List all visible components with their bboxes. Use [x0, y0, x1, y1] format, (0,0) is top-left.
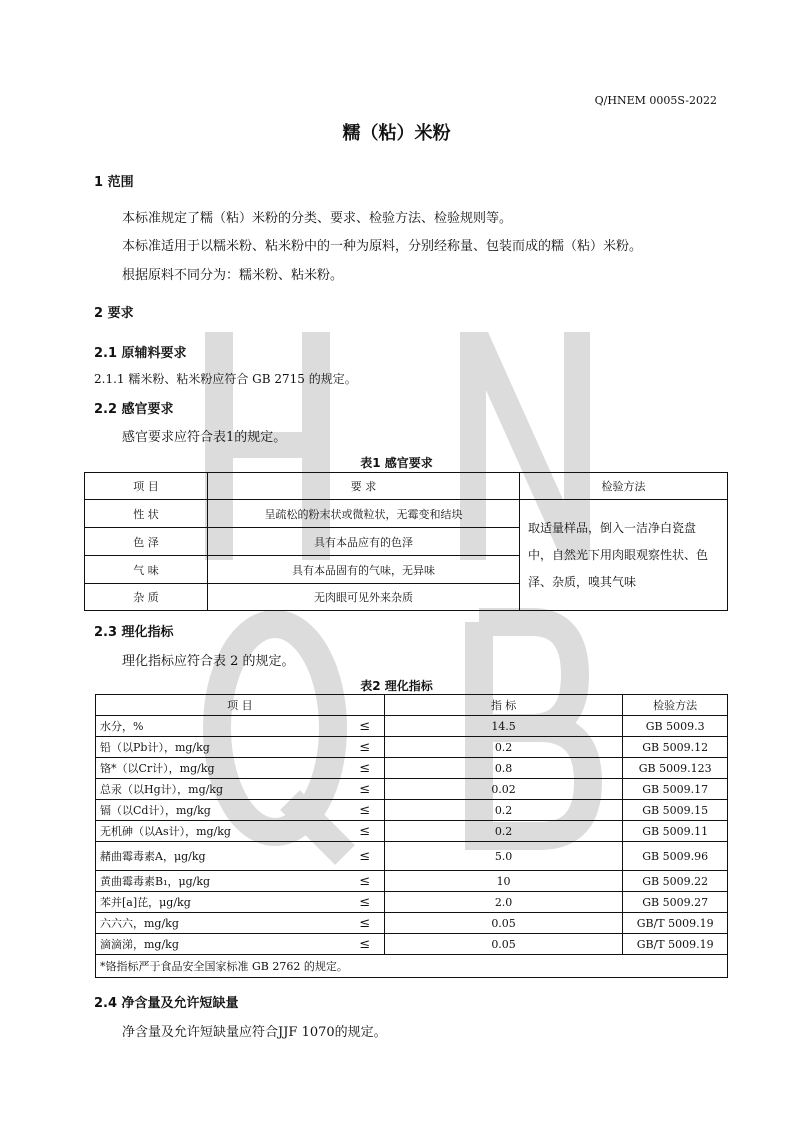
column-header: 检验方法 — [520, 473, 728, 500]
column-header: 检验方法 — [623, 695, 728, 716]
less-equal-sign: ≤ — [346, 913, 385, 934]
table-row: 水分，% ≤ 14.5 GB 5009.3 — [96, 716, 728, 737]
table-row: 黄曲霉毒素B₁，μg/kg ≤ 10 GB 5009.22 — [96, 871, 728, 892]
less-equal-sign: ≤ — [346, 800, 385, 821]
table-row: 镉（以Cd计），mg/kg ≤ 0.2 GB 5009.15 — [96, 800, 728, 821]
table-caption: 表1 感官要求 — [360, 456, 433, 470]
section-heading: 2 要求 — [94, 306, 134, 321]
paragraph: 2.1.1 糯米粉、粘米粉应符合 GB 2715 的规定。 — [94, 372, 357, 386]
section-heading: 2.1 原辅料要求 — [94, 346, 187, 361]
sensory-table — [84, 472, 728, 611]
section-heading: 1 范围 — [94, 175, 134, 190]
table-row: 总汞（以Hg计），mg/kg ≤ 0.02 GB 5009.17 — [96, 779, 728, 800]
less-equal-sign: ≤ — [346, 779, 385, 800]
section-heading: 2.3 理化指标 — [94, 625, 174, 640]
column-header: 项 目 — [85, 473, 208, 500]
paragraph: 本标准规定了糯（粘）米粉的分类、要求、检验方法、检验规则等。 — [122, 211, 513, 226]
paragraph: 净含量及允许短缺量应符合JJF 1070的规定。 — [122, 1025, 387, 1040]
less-equal-sign: ≤ — [346, 737, 385, 758]
physicochemical-table — [95, 694, 728, 978]
method-cell: 取适量样品，倒入一洁净白瓷盘中，自然光下用肉眼观察性状、色泽、杂质，嗅其气味 — [520, 500, 728, 611]
paragraph: 根据原料不同分为：糯米粉、粘米粉。 — [122, 268, 344, 283]
table-row: 气 味 具有本品固有的气味，无异味 — [85, 556, 728, 584]
less-equal-sign: ≤ — [346, 821, 385, 842]
doc-title: 糯（粘）米粉 — [342, 123, 451, 144]
paragraph: 感官要求应符合表1的规定。 — [122, 430, 287, 445]
less-equal-sign: ≤ — [346, 934, 385, 955]
table-row: 滴滴涕，mg/kg ≤ 0.05 GB/T 5009.19 — [96, 934, 728, 955]
column-header: 指 标 — [384, 695, 623, 716]
less-equal-sign: ≤ — [346, 758, 385, 779]
table-row: 性 状 呈疏松的粉末状或微粒状，无霉变和结块 取适量样品，倒入一洁净白瓷盘中，自然光下用肉眼观察性状、色泽、杂质，嗅其气味 — [85, 500, 728, 528]
less-equal-sign: ≤ — [346, 892, 385, 913]
table-caption: 表2 理化指标 — [360, 679, 433, 693]
table-row: 杂 质 无肉眼可见外来杂质 — [85, 584, 728, 611]
less-equal-sign: ≤ — [346, 871, 385, 892]
table-row: 铬*（以Cr计），mg/kg ≤ 0.8 GB 5009.123 — [96, 758, 728, 779]
section-heading: 2.2 感官要求 — [94, 402, 174, 417]
paragraph: 理化指标应符合表 2 的规定。 — [122, 654, 295, 669]
less-equal-sign: ≤ — [346, 842, 385, 871]
less-equal-sign: ≤ — [346, 716, 385, 737]
doc-number: Q/HNEM 0005S-2022 — [594, 94, 717, 107]
section-heading: 2.4 净含量及允许短缺量 — [94, 996, 239, 1011]
paragraph: 本标准适用于以糯米粉、粘米粉中的一种为原料，分别经称量、包装而成的糯（粘）米粉。 — [122, 239, 643, 254]
table-row: 无机砷（以As计），mg/kg ≤ 0.2 GB 5009.11 — [96, 821, 728, 842]
column-header: 要 求 — [208, 473, 520, 500]
table-row: 铅（以Pb计），mg/kg ≤ 0.2 GB 5009.12 — [96, 737, 728, 758]
table-row: 色 泽 具有本品应有的色泽 — [85, 528, 728, 556]
table-row: 赭曲霉毒素A，μg/kg ≤ 5.0 GB 5009.96 — [96, 842, 728, 871]
table-note: *铬指标严于食品安全国家标准 GB 2762 的规定。 — [96, 955, 728, 978]
column-header: 项 目 — [96, 695, 385, 716]
table-row: 六六六，mg/kg ≤ 0.05 GB/T 5009.19 — [96, 913, 728, 934]
table-row: 苯并[a]芘，μg/kg ≤ 2.0 GB 5009.27 — [96, 892, 728, 913]
